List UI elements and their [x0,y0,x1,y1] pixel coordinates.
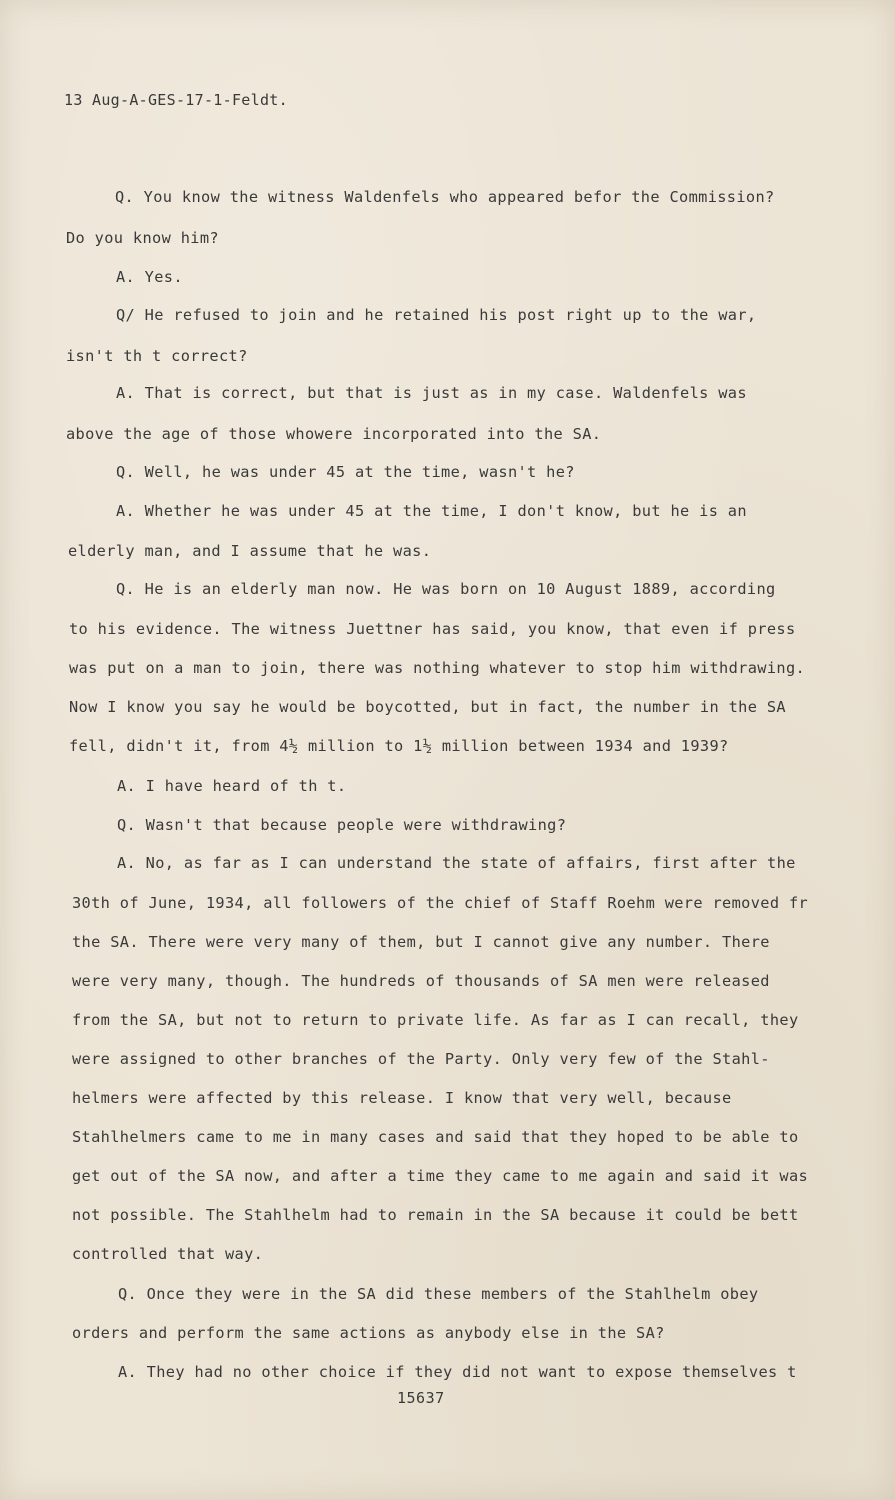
transcript-line: not possible. The Stahlhelm had to remain in the SA because it could be bett [72,1206,799,1224]
transcript-line: A. They had no other choice if they did not want to expose themselves t [118,1363,797,1381]
transcript-line: get out of the SA now, and after a time they came to me again and said it was [72,1167,809,1185]
transcript-line: the SA. There were very many of them, but I cannot give any number. There [72,933,770,951]
transcript-line: elderly man, and I assume that he was. [68,542,432,560]
transcript-line: above the age of those whowere incorporated into the SA. [66,425,602,443]
transcript-line: A. I have heard of th t. [117,777,347,795]
page-number: 15637 [397,1389,445,1407]
transcript-line: A. Whether he was under 45 at the time, I don't know, but he is an [116,502,747,520]
transcript-line: 30th of June, 1934, all followers of the chief of Staff Roehm were removed fr [72,894,809,912]
transcript-line: Stahlhelmers came to me in many cases and said that they hoped to be able to [72,1128,799,1146]
transcript-line: Q. Wasn't that because people were withdrawing? [117,816,567,834]
transcript-line: Q. You know the witness Waldenfels who appeared befor the Commission? [115,188,775,206]
transcript-line: was put on a man to join, there was nothing whatever to stop him withdrawing. [69,659,806,677]
transcript-line: A. No, as far as I can understand the state of affairs, first after the [117,854,796,872]
transcript-line: helmers were affected by this release. I know that very well, because [72,1089,732,1107]
document-header: 13 Aug-A-GES-17-1-Feldt. [64,91,288,109]
transcript-line: Now I know you say he would be boycotted, but in fact, the number in the SA [69,698,786,716]
transcript-line: isn't th t correct? [66,347,248,365]
transcript-line: orders and perform the same actions as anybody else in the SA? [72,1324,665,1342]
transcript-line: A. Yes. [116,268,183,286]
transcript-line: Q/ He refused to join and he retained his post right up to the war, [116,306,757,324]
transcript-line: Q. He is an elderly man now. He was born on 10 August 1889, according [116,580,776,598]
transcript-line: from the SA, but not to return to private life. As far as I can recall, they [72,1011,799,1029]
transcript-line: Do you know him? [66,229,219,247]
transcript-line: were very many, though. The hundreds of thousands of SA men were released [72,972,770,990]
transcript-line: Q. Well, he was under 45 at the time, wasn't he? [116,463,575,481]
transcript-line: Q. Once they were in the SA did these members of the Stahlhelm obey [118,1285,759,1303]
transcript-line: fell, didn't it, from 4½ million to 1½ million between 1934 and 1939? [69,737,729,755]
transcript-line: to his evidence. The witness Juettner has said, you know, that even if press [69,620,796,638]
transcript-line: controlled that way. [72,1245,264,1263]
transcript-line: A. That is correct, but that is just as in my case. Waldenfels was [116,384,747,402]
transcript-line: were assigned to other branches of the Party. Only very few of the Stahl- [72,1050,770,1068]
